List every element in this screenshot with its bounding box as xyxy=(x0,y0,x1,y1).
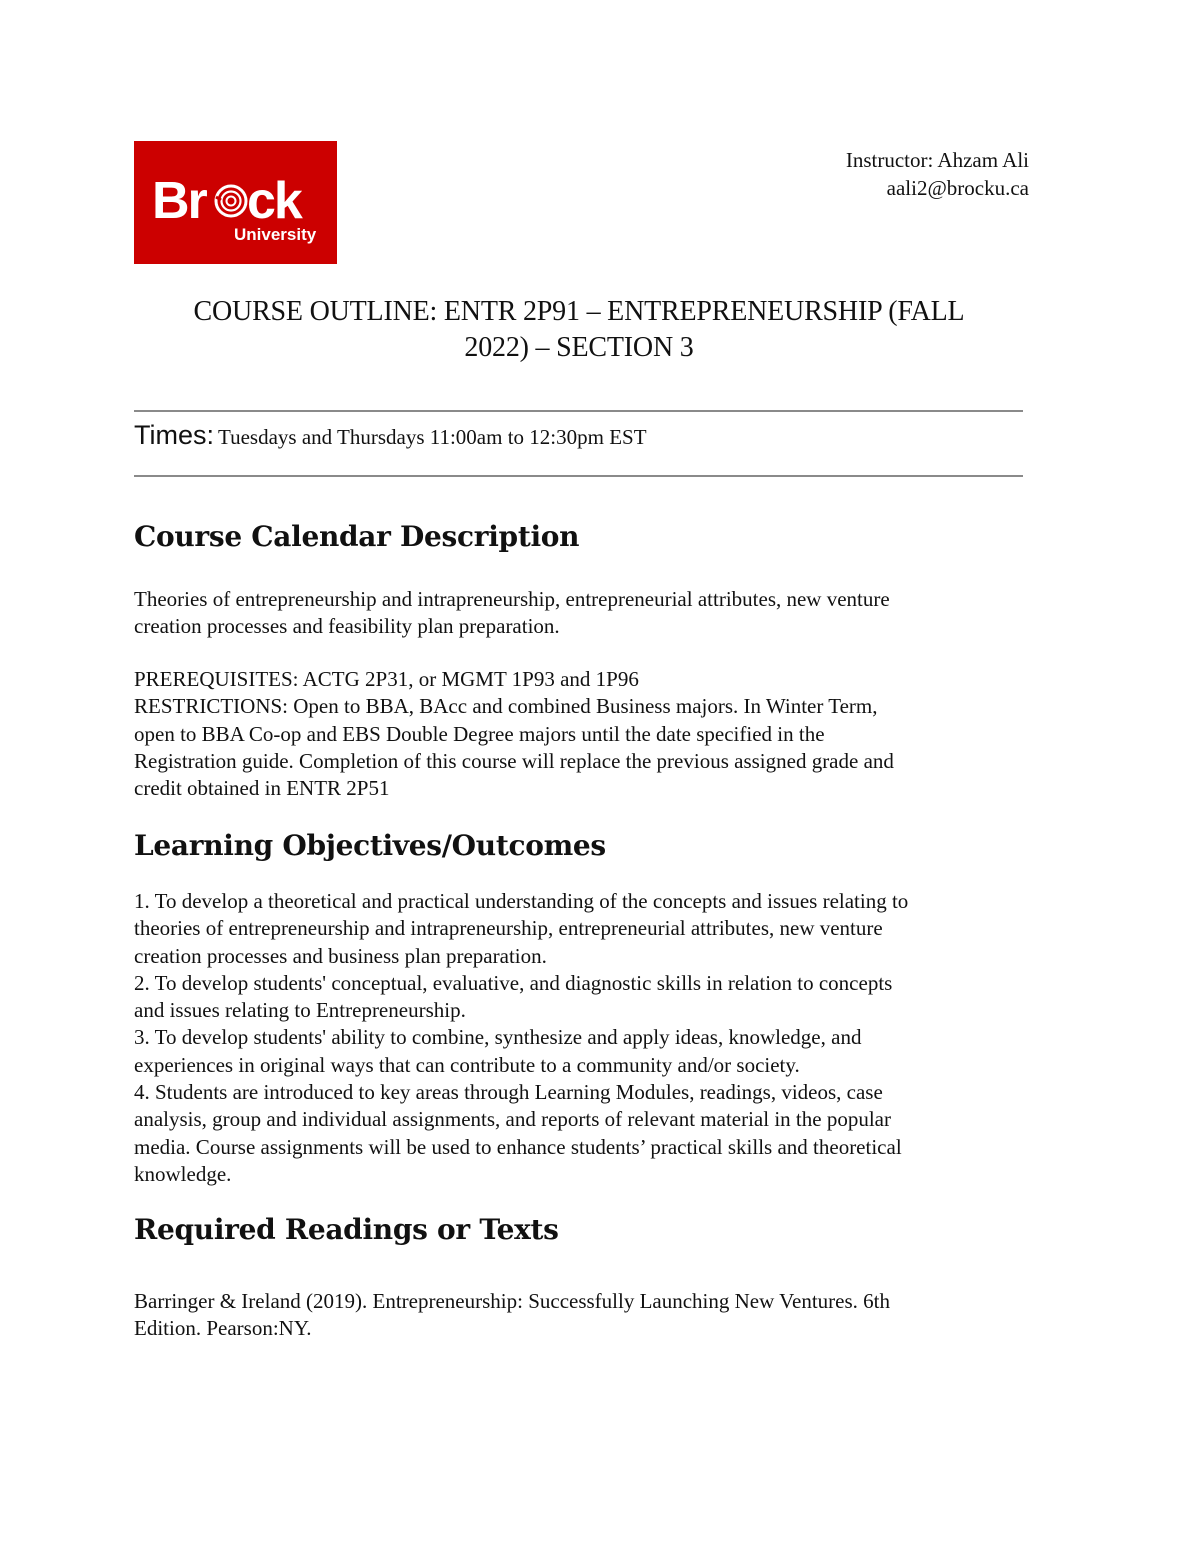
objective-line: 2. To develop students' conceptual, evaluative, and diagnostic skills in relation to concepts xyxy=(134,970,893,995)
learning-objectives-heading: Learning Objectives/Outcomes xyxy=(134,829,606,862)
course-title xyxy=(134,294,1024,366)
objective-line: analysis, group and individual assignments, and reports of relevant material in the popular xyxy=(134,1107,891,1132)
calendar-description-heading: Course Calendar Description xyxy=(134,520,580,553)
objective-line: knowledge. xyxy=(134,1161,232,1186)
restrictions-line: open to BBA Co-op and EBS Double Degree majors until the date specified in the xyxy=(134,721,825,746)
restrictions-line: Registration guide. Completion of this course will replace the previous assigned grade and xyxy=(134,748,894,773)
required-readings xyxy=(134,1288,1014,1343)
objective-line: theories of entrepreneurship and intrapreneurship, entrepreneurial attributes, new venture xyxy=(134,916,883,941)
reading-citation-line: Edition. Pearson:NY. xyxy=(134,1316,312,1341)
svg-text:University: University xyxy=(234,225,317,244)
prerequisites-line: PREREQUISITES: ACTG 2P31, or MGMT 1P93 and 1P96 xyxy=(134,667,639,691)
brock-university-logo xyxy=(134,141,337,264)
required-readings-heading: Required Readings or Texts xyxy=(134,1213,559,1246)
learning-objectives-list xyxy=(134,888,1014,1188)
class-times xyxy=(134,420,647,451)
brock-logo-graphic xyxy=(134,141,337,264)
times-bottom-divider xyxy=(134,475,1023,477)
instructor-email: aali2@brocku.ca xyxy=(886,176,1029,200)
course-title-line-1: COURSE OUTLINE: ENTR 2P91 – ENTREPRENEURSHIP (FALL xyxy=(193,296,965,327)
objective-line: 4. Students are introduced to key areas through Learning Modules, readings, videos, case xyxy=(134,1080,883,1105)
objective-line: 1. To develop a theoretical and practical understanding of the concepts and issues relating to xyxy=(134,889,909,913)
calendar-description xyxy=(134,586,1014,641)
description-line: creation processes and feasibility plan preparation. xyxy=(134,614,560,639)
svg-text:Br: Br xyxy=(152,172,206,230)
course-title-line-2: 2022) – SECTION 3 xyxy=(464,332,694,363)
objective-line: and issues relating to Entrepreneurship. xyxy=(134,998,466,1023)
times-top-divider xyxy=(134,410,1023,412)
objective-line: 3. To develop students' ability to combine, synthesize and apply ideas, knowledge, and xyxy=(134,1025,862,1050)
restrictions-line: RESTRICTIONS: Open to BBA, BAcc and combined Business majors. In Winter Term, xyxy=(134,694,878,719)
objective-line: experiences in original ways that can contribute to a community and/or society. xyxy=(134,1052,800,1077)
description-line: Theories of entrepreneurship and intrapreneurship, entrepreneurial attributes, new venture xyxy=(134,587,890,611)
instructor-info xyxy=(846,146,1029,202)
reading-citation-line: Barringer & Ireland (2019). Entrepreneurship: Successfully Launching New Ventures. 6th xyxy=(134,1289,890,1313)
objective-line: media. Course assignments will be used to enhance students’ practical skills and theoretical xyxy=(134,1134,902,1159)
course-requirements xyxy=(134,666,1014,802)
times-label: Times: xyxy=(134,420,214,450)
objective-line: creation processes and business plan preparation. xyxy=(134,943,547,968)
times-value: Tuesdays and Thursdays 11:00am to 12:30pm EST xyxy=(218,425,647,449)
svg-text:ck: ck xyxy=(247,172,301,230)
restrictions-line: credit obtained in ENTR 2P51 xyxy=(134,776,390,801)
instructor-name: Instructor: Ahzam Ali xyxy=(845,148,1029,172)
